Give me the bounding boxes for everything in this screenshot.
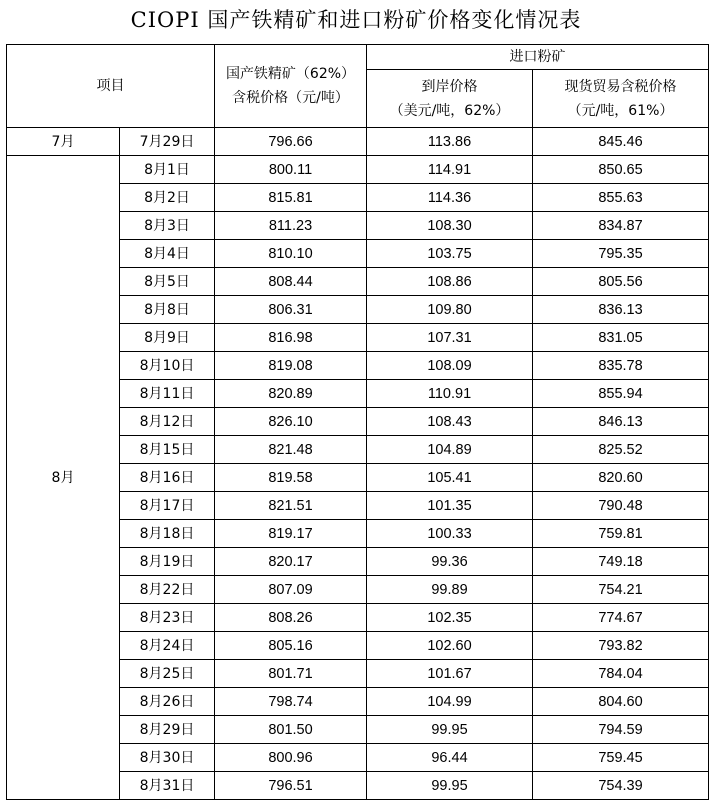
- date-cell: 8月29日: [120, 716, 215, 744]
- domestic-price-cell: 801.50: [215, 716, 367, 744]
- landed-price-cell: 99.95: [367, 772, 533, 800]
- landed-price-cell: 107.31: [367, 324, 533, 352]
- domestic-price-cell: 826.10: [215, 408, 367, 436]
- landed-price-cell: 104.89: [367, 436, 533, 464]
- header-landed-line2: （美元/吨，62%）: [389, 102, 510, 119]
- spot-price-cell: 855.94: [533, 380, 709, 408]
- header-item: 项目: [7, 45, 215, 128]
- spot-price-cell: 831.05: [533, 324, 709, 352]
- date-cell: 8月18日: [120, 520, 215, 548]
- header-landed-price: [367, 70, 533, 128]
- header-spot-line2: （元/吨，61%）: [567, 102, 674, 119]
- landed-price-cell: 110.91: [367, 380, 533, 408]
- spot-price-cell: 759.45: [533, 744, 709, 772]
- date-cell: 8月3日: [120, 212, 215, 240]
- spot-price-cell: 793.82: [533, 632, 709, 660]
- date-cell: 8月1日: [120, 156, 215, 184]
- domestic-price-cell: 807.09: [215, 576, 367, 604]
- landed-price-cell: 99.89: [367, 576, 533, 604]
- table-row: [7, 156, 709, 184]
- landed-price-cell: 113.86: [367, 128, 533, 156]
- date-cell: 8月30日: [120, 744, 215, 772]
- date-cell: 8月22日: [120, 576, 215, 604]
- domestic-price-cell: 820.89: [215, 380, 367, 408]
- landed-price-cell: 102.60: [367, 632, 533, 660]
- domestic-price-cell: 820.17: [215, 548, 367, 576]
- page-title: CIOPI 国产铁精矿和进口粉矿价格变化情况表: [130, 8, 582, 32]
- landed-price-cell: 109.80: [367, 296, 533, 324]
- spot-price-cell: 845.46: [533, 128, 709, 156]
- landed-price-cell: 102.35: [367, 604, 533, 632]
- domestic-price-cell: 800.11: [215, 156, 367, 184]
- header-spot-price: [533, 70, 709, 128]
- domestic-price-cell: 810.10: [215, 240, 367, 268]
- header-spot-line1: 现货贸易含税价格: [564, 78, 677, 95]
- spot-price-cell: 835.78: [533, 352, 709, 380]
- date-cell: 8月10日: [120, 352, 215, 380]
- landed-price-cell: 101.35: [367, 492, 533, 520]
- landed-price-cell: 101.67: [367, 660, 533, 688]
- spot-price-cell: 774.67: [533, 604, 709, 632]
- spot-price-cell: 836.13: [533, 296, 709, 324]
- spot-price-cell: 855.63: [533, 184, 709, 212]
- date-cell: 8月12日: [120, 408, 215, 436]
- domestic-price-cell: 806.31: [215, 296, 367, 324]
- domestic-price-cell: 819.58: [215, 464, 367, 492]
- landed-price-cell: 96.44: [367, 744, 533, 772]
- spot-price-cell: 759.81: [533, 520, 709, 548]
- date-cell: 8月24日: [120, 632, 215, 660]
- domestic-price-cell: 800.96: [215, 744, 367, 772]
- header-domestic-price: [215, 45, 367, 128]
- date-cell: 8月5日: [120, 268, 215, 296]
- spot-price-cell: 820.60: [533, 464, 709, 492]
- spot-price-cell: 790.48: [533, 492, 709, 520]
- domestic-price-cell: 821.48: [215, 436, 367, 464]
- date-cell: 8月23日: [120, 604, 215, 632]
- table-row: [7, 128, 709, 156]
- header-landed-line1: 到岸价格: [421, 78, 478, 95]
- date-cell: 8月4日: [120, 240, 215, 268]
- domestic-price-cell: 815.81: [215, 184, 367, 212]
- spot-price-cell: 804.60: [533, 688, 709, 716]
- domestic-price-cell: 808.44: [215, 268, 367, 296]
- date-cell: 8月25日: [120, 660, 215, 688]
- spot-price-cell: 749.18: [533, 548, 709, 576]
- date-cell: 8月15日: [120, 436, 215, 464]
- table-body: [7, 128, 709, 800]
- date-cell: 8月17日: [120, 492, 215, 520]
- spot-price-cell: 795.35: [533, 240, 709, 268]
- domestic-price-cell: 821.51: [215, 492, 367, 520]
- landed-price-cell: 114.36: [367, 184, 533, 212]
- date-cell: 8月8日: [120, 296, 215, 324]
- domestic-price-cell: 805.16: [215, 632, 367, 660]
- domestic-price-cell: 816.98: [215, 324, 367, 352]
- date-cell: 8月31日: [120, 772, 215, 800]
- spot-price-cell: 850.65: [533, 156, 709, 184]
- month-cell-august: 8月: [7, 156, 120, 800]
- month-cell-july: 7月: [7, 128, 120, 156]
- spot-price-cell: 846.13: [533, 408, 709, 436]
- header-domestic-line2: 含税价格（元/吨）: [232, 90, 349, 106]
- domestic-price-cell: 808.26: [215, 604, 367, 632]
- date-cell: 8月16日: [120, 464, 215, 492]
- spot-price-cell: 825.52: [533, 436, 709, 464]
- landed-price-cell: 99.36: [367, 548, 533, 576]
- landed-price-cell: 114.91: [367, 156, 533, 184]
- landed-price-cell: 103.75: [367, 240, 533, 268]
- date-cell: 7月29日: [120, 128, 215, 156]
- header-imported-group: 进口粉矿: [367, 45, 709, 70]
- date-cell: 8月2日: [120, 184, 215, 212]
- spot-price-cell: 754.39: [533, 772, 709, 800]
- domestic-price-cell: 811.23: [215, 212, 367, 240]
- domestic-price-cell: 798.74: [215, 688, 367, 716]
- header-domestic-line1: 国产铁精矿（62%）: [225, 66, 356, 82]
- landed-price-cell: 104.99: [367, 688, 533, 716]
- date-cell: 8月19日: [120, 548, 215, 576]
- price-table: [6, 44, 709, 800]
- spot-price-cell: 834.87: [533, 212, 709, 240]
- landed-price-cell: 105.41: [367, 464, 533, 492]
- landed-price-cell: 99.95: [367, 716, 533, 744]
- domestic-price-cell: 819.08: [215, 352, 367, 380]
- landed-price-cell: 108.30: [367, 212, 533, 240]
- domestic-price-cell: 801.71: [215, 660, 367, 688]
- spot-price-cell: 794.59: [533, 716, 709, 744]
- date-cell: 8月11日: [120, 380, 215, 408]
- spot-price-cell: 805.56: [533, 268, 709, 296]
- date-cell: 8月9日: [120, 324, 215, 352]
- landed-price-cell: 100.33: [367, 520, 533, 548]
- landed-price-cell: 108.43: [367, 408, 533, 436]
- domestic-price-cell: 796.66: [215, 128, 367, 156]
- spot-price-cell: 784.04: [533, 660, 709, 688]
- domestic-price-cell: 796.51: [215, 772, 367, 800]
- domestic-price-cell: 819.17: [215, 520, 367, 548]
- spot-price-cell: 754.21: [533, 576, 709, 604]
- date-cell: 8月26日: [120, 688, 215, 716]
- landed-price-cell: 108.86: [367, 268, 533, 296]
- landed-price-cell: 108.09: [367, 352, 533, 380]
